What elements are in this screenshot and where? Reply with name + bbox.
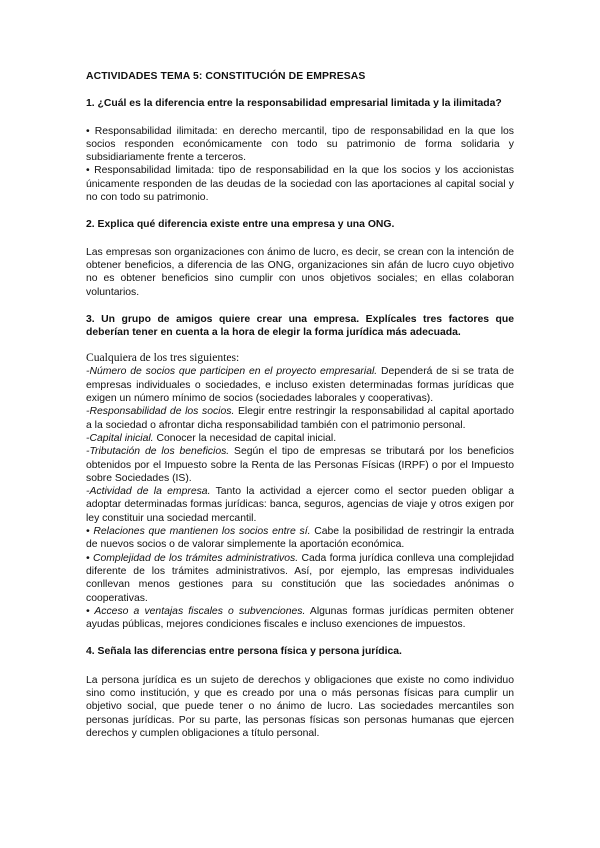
factor-term: -Tributación de los beneficios. <box>86 446 230 458</box>
factor-item <box>86 605 514 632</box>
question-1: 1. ¿Cuál es la diferencia entre la responsabilidad empresarial limitada y la ilimitada? <box>86 98 502 110</box>
answer-4: La persona jurídica es un sujeto de derechos y obligaciones que existe no como individuo sino como institución, y que es creado por una o más personas físicas para cumplir un objetivo social, que puede tener o no ánimo de lucro. Las sociedades mercantiles son personas jurídicas. Por su parte, las personas físicas son personas humanas que ejercen derechos y cumplen obligaciones a título personal. <box>86 674 514 739</box>
answer-1-limited: • Responsabilidad limitada: tipo de responsabilidad en la que los socios y los accionistas únicamente responden de las deudas de la sociedad con las aportaciones al capital social y no con todo su patrimonio. <box>86 165 514 204</box>
factor-list <box>86 365 514 631</box>
factor-text: Cada forma jurídica conlleva una complejidad diferente de los trámites administrativos. Así, por ejemplo, las empresas individuales conllevan menos gestiones para su constitución que las sociedades anónimas o cooperativas. <box>86 552 514 604</box>
factor-item <box>86 485 514 525</box>
factor-text: Elegir entre restringir la responsabilidad al capital aportado a la sociedad o afrontar dicha responsabilidad también con el patrimonio personal. <box>86 406 514 431</box>
factor-text: Conocer la necesidad de capital inicial. <box>153 432 337 444</box>
factor-term: • Complejidad de los trámites administrativos. <box>86 552 299 564</box>
answer-1-unlimited: • Responsabilidad ilimitada: en derecho mercantil, tipo de responsabilidad en la que los socios responden económicamente con todo su patrimonio de forma solidaria y subsidiariamente frente a terceros. <box>86 125 514 164</box>
factor-item <box>86 405 514 432</box>
factor-text: Tanto la actividad a ejercer como el sector pueden obligar a adoptar determinadas formas jurídicas: banca, seguros, agencias de viaje y otros exigen por ley constituir una sociedad mercantil. <box>86 486 514 524</box>
factor-text: Según el tipo de empresas se tributará por los beneficios obtenidos por el Impuesto sobre la Renta de las Personas Físicas (IRPF) o por el Impuesto sobre Sociedades (IS). <box>86 446 515 484</box>
factor-text: Algunas formas jurídicas permiten obtener ayudas públicas, mejores condiciones fiscales e incluso exenciones de impuestos. <box>86 605 514 631</box>
factor-item <box>86 365 514 405</box>
answer-3-lead: Cualquiera de los tres siguientes: <box>86 351 240 365</box>
factor-term: • Relaciones que mantienen los socios entre sí. <box>86 526 311 538</box>
factor-term: -Número de socios que participen en el proyecto empresarial. <box>86 366 378 378</box>
factor-term: -Capital inicial. <box>86 432 154 444</box>
document-page <box>86 70 514 740</box>
factor-term: -Actividad de la empresa. <box>86 486 211 498</box>
factor-item <box>86 445 514 485</box>
factor-item <box>86 432 514 445</box>
factor-text: Dependerá de si se trata de empresas individuales o sociedades, e incluso existen determinadas formas jurídicas que exigen un número mínimo de socios (sociedades laborales y cooperativas). <box>86 366 515 405</box>
factor-item <box>86 552 514 605</box>
question-4: 4. Señala las diferencias entre persona física y persona jurídica. <box>86 646 402 658</box>
question-3: 3. Un grupo de amigos quiere crear una empresa. Explícales tres factores que deberían tener en cuenta a la hora de elegir la forma jurídica más adecuada. <box>86 313 514 339</box>
question-2: 2. Explica qué diferencia existe entre una empresa y una ONG. <box>86 219 395 231</box>
document-title: ACTIVIDADES TEMA 5: CONSTITUCIÓN DE EMPRESAS <box>86 71 366 82</box>
factor-text: Cabe la posibilidad de restringir la entrada de nuevos socios o de valorar simplemente la aportación económica. <box>86 526 514 551</box>
factor-item <box>86 525 514 552</box>
factor-term: -Responsabilidad de los socios. <box>86 406 235 418</box>
answer-2: Las empresas son organizaciones con ánimo de lucro, es decir, se crean con la intención de obtener beneficios, a diferencia de las ONG, organizaciones sin afán de lucro cuyo objetivo no es obtener beneficios sino cumplir con unos objetivos sociales; en ellas colaboran voluntarios. <box>86 246 514 298</box>
factor-term: • Acceso a ventajas fiscales o subvenciones. <box>86 605 306 617</box>
